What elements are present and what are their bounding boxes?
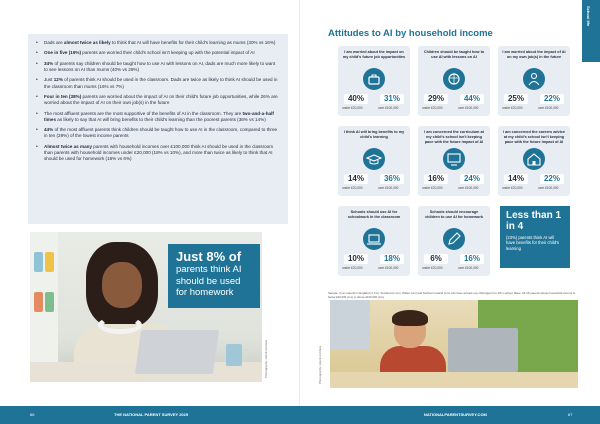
low-income-value: 29%: [424, 94, 448, 104]
brain-icon: [443, 68, 465, 90]
high-income-value: 22%: [540, 94, 564, 104]
high-income-value: 16%: [460, 254, 484, 264]
high-income-value: 24%: [460, 174, 484, 184]
high-income-value: 22%: [540, 174, 564, 184]
low-income-value: 14%: [344, 174, 368, 184]
section-tab[interactable]: [582, 0, 600, 62]
high-income-value: 44%: [460, 94, 484, 104]
page-number-right: 67: [568, 412, 573, 417]
page-number-left: 66: [30, 412, 35, 417]
low-income-label: under £20,000: [342, 266, 363, 270]
key-findings-box: [28, 34, 288, 224]
low-income-value: 6%: [424, 254, 448, 264]
income-card: [338, 126, 410, 196]
card-question: I think AI will bring benefits to my child's learning: [343, 130, 405, 139]
section-title: Attitudes to AI by household income: [328, 28, 493, 39]
finding-item: • Almost twice as many parents with household incomes over £100,000 think AI should be used in the classroom than parents with household incomes under £20,000 (18% vs 10%), and more than twice as likely to think that AI should be used for homework (16% vs 6%): [36, 144, 280, 163]
high-income-label: over £100,000: [458, 106, 479, 110]
high-income-label: over £100,000: [458, 266, 479, 270]
less-than-callout: [500, 206, 570, 268]
low-income-value: 10%: [344, 254, 368, 264]
school-icon: [523, 148, 545, 170]
running-title-left: THE NATIONAL PARENT SURVEY 2025: [114, 412, 189, 417]
card-question: Schools should encourage children to use AI for homework: [425, 210, 483, 219]
income-card: [498, 46, 570, 116]
low-income-label: under £20,000: [342, 186, 363, 190]
income-card: [418, 206, 490, 276]
low-income-label: under £20,000: [502, 186, 523, 190]
pencil-icon: [443, 228, 465, 250]
finding-item: • The most affluent parents are the most supportive of the benefits of AI in the classroom. They are two-and-a-half times as likely to say that AI will bring benefits to their child's learning than the poorest parents (36% vs 14%): [36, 111, 280, 123]
sample-note: Sample: 3,xxx parents in England (1,7xx), Scotland (1,xxx), Wales (xxx) and Northern Ireland (xxx) who have at least one child aged 4 to 18 in school. Base: All UK parents whose household income is below £20,000 (xxx) or above £100,000 (xxx): [328, 291, 575, 299]
low-income-label: under £20,000: [422, 106, 443, 110]
income-card: [418, 126, 490, 196]
low-income-value: 40%: [344, 94, 368, 104]
less-than-body: (23%) parents think AI will have benefits for their child's learning: [506, 235, 559, 251]
finding-item: • 34% of parents say children should be taught how to use AI with lessons on AI, dads are much more likely to want to see lessons on AI than mums (40% vs 29%): [36, 61, 280, 73]
finding-item: • Four in ten (38%) parents are worried about the impact of AI on their child's future job opportunities, while 26% are worried about the impact of AI on their own job(s) in the future: [36, 94, 280, 106]
low-income-label: under £20,000: [422, 266, 443, 270]
high-income-label: over £100,000: [378, 186, 399, 190]
boy-laptop-photo: [330, 300, 578, 388]
less-than-heading: Less than 1 in 4: [506, 210, 562, 232]
card-question: I am concerned the careers advice at my child's school isn't keeping pace with the future impact of AI: [502, 130, 566, 144]
card-question: I am concerned the curriculum at my child's school isn't keeping pace with the future impact of AI: [424, 130, 484, 144]
low-income-value: 25%: [504, 94, 528, 104]
finding-item: • Just 12% of parents think AI should be used in the classroom. Dads are twice as likely to think AI should be used in the classroom than mums (16% vs 7%): [36, 77, 280, 89]
callout-text: parents think AI should be used for homework: [176, 264, 242, 298]
photo-credit: Photography: istock.com/xxx: [264, 339, 268, 378]
finding-item: • One in five (19%) parents are worried their child's school isn't keeping up with the potential impact of AI: [36, 50, 280, 56]
photo-credit-right: Photography: istock.com/xxx: [318, 345, 322, 384]
laptop-icon: [363, 228, 385, 250]
card-question: Schools should use AI for schoolwork in the classroom: [347, 210, 401, 219]
person-briefcase-icon: [523, 68, 545, 90]
card-question: Children should be taught how to use AI with lessons on AI: [423, 50, 485, 59]
high-income-label: over £100,000: [458, 186, 479, 190]
low-income-label: under £20,000: [502, 106, 523, 110]
low-income-label: under £20,000: [422, 186, 443, 190]
classroom-icon: [443, 148, 465, 170]
high-income-label: over £100,000: [378, 106, 399, 110]
high-income-value: 36%: [380, 174, 404, 184]
left-page: [0, 0, 300, 406]
high-income-value: 18%: [380, 254, 404, 264]
high-income-label: over £100,000: [538, 186, 559, 190]
section-tab-label: School life: [586, 6, 591, 27]
high-income-value: 31%: [380, 94, 404, 104]
running-title-right[interactable]: NATIONALPARENTSURVEY.COM: [424, 412, 487, 417]
finding-item: • 44% of the most affluent parents think children should be taught how to use AI in the classroom, compared to three in ten (29%) of the lowest income parents: [36, 127, 280, 139]
income-card: [418, 46, 490, 116]
low-income-value: 14%: [504, 174, 528, 184]
key-findings-list: [36, 40, 280, 162]
income-card: [498, 126, 570, 196]
high-income-label: over £100,000: [378, 266, 399, 270]
low-income-label: under £20,000: [342, 106, 363, 110]
low-income-value: 16%: [424, 174, 448, 184]
briefcase-icon: [363, 68, 385, 90]
graduation-cap-icon: [363, 148, 385, 170]
card-question: I am worried about the impact of AI on my own job(s) in the future: [502, 50, 566, 59]
card-question: I am worried about the impact on my child's future job opportunities: [342, 50, 406, 59]
high-income-label: over £100,000: [538, 106, 559, 110]
income-card: [338, 206, 410, 276]
callout-headline: Just 8% of: [176, 249, 242, 264]
income-card: [338, 46, 410, 116]
homework-callout: [168, 244, 260, 308]
finding-item: • Dads are almost twice as likely to think that AI will have benefits for their child's learning as mums (30% vs 16%): [36, 40, 280, 46]
footer-bar: [0, 406, 600, 424]
